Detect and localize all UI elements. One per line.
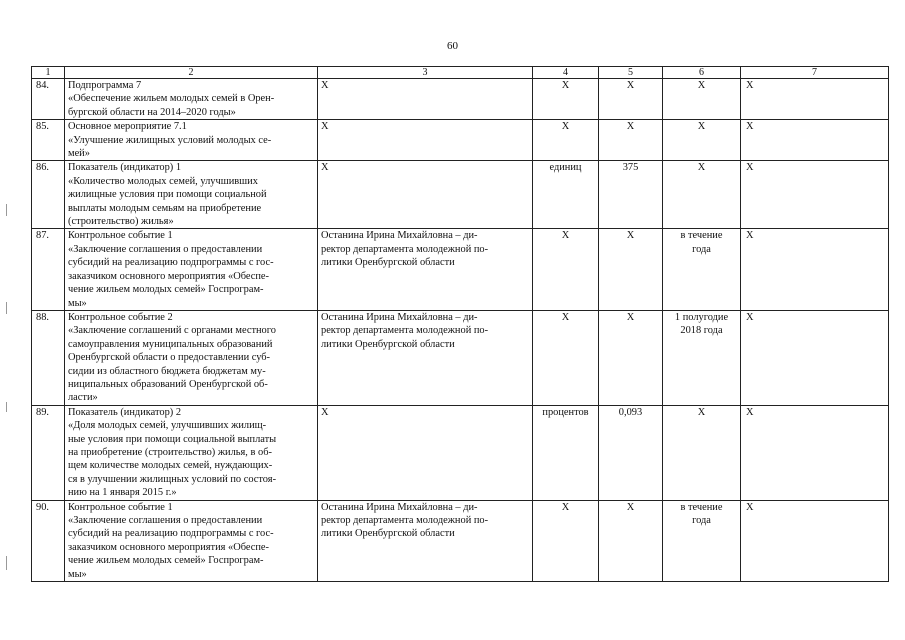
value-cell xyxy=(599,310,663,405)
cell-text-line: X xyxy=(697,80,706,91)
header-row xyxy=(32,67,889,79)
page-number: 60 xyxy=(447,40,458,52)
responsible-person-cell xyxy=(318,161,533,229)
cell-text-line: X xyxy=(626,121,635,133)
cell-text-line: года xyxy=(692,243,711,255)
cell-text-line: Останина Ирина Михайловна – ди- xyxy=(321,311,478,323)
column-7-cell xyxy=(741,405,889,500)
value-cell xyxy=(599,500,663,581)
activity-name-cell xyxy=(65,79,318,120)
column-header: 7 xyxy=(741,67,889,79)
table-row xyxy=(32,229,889,310)
table-row xyxy=(32,405,889,500)
cell-text-line: ректор департамента молодежной по- xyxy=(321,243,489,255)
cell-text-line: X xyxy=(561,121,570,133)
cell-text-line: ные условия при помощи социальной выплаты xyxy=(68,433,277,445)
cell-text-line: «Заключение соглашений с органами местного xyxy=(68,325,276,337)
cell-text-line: Останина Ирина Михайловна – ди- xyxy=(321,501,478,513)
cell-text-line: Основное мероприятие 7.1 xyxy=(68,121,187,133)
table-row xyxy=(32,500,889,581)
cell-text-line: заказчиком основного мероприятия «Обеспе- xyxy=(68,270,269,282)
cell-text-line: самоуправления муниципальных образований xyxy=(68,338,273,350)
cell-text-line: Контрольное событие 2 xyxy=(68,311,173,323)
activity-name-cell xyxy=(65,500,318,581)
unit-cell xyxy=(533,120,599,161)
cell-text-line: жилищные условия при помощи социальной xyxy=(68,189,267,201)
cell-text-line: X xyxy=(697,121,706,133)
cell-text-line: X xyxy=(321,121,329,133)
cell-text-line: в течение xyxy=(680,230,723,242)
cell-text-line: выплаты молодым семьям на приобретение xyxy=(68,202,262,214)
row-number-cell xyxy=(32,310,65,405)
cell-text-line: процентов xyxy=(542,406,589,418)
cell-text-line: 84. xyxy=(36,80,49,91)
period-cell xyxy=(663,310,741,405)
cell-text-line: 89. xyxy=(36,406,49,418)
cell-text-line: ректор департамента молодежной по- xyxy=(321,515,489,526)
table-body xyxy=(32,79,889,582)
cell-text-line: X xyxy=(746,501,754,513)
scan-artifact-mark xyxy=(6,402,7,412)
cell-text-line: X xyxy=(561,230,570,242)
cell-text-line: нию на 1 января 2015 г.» xyxy=(68,487,177,499)
unit-cell xyxy=(533,79,599,120)
cell-text-line: X xyxy=(697,406,706,418)
column-header: 2 xyxy=(65,67,318,79)
row-number-cell xyxy=(32,500,65,581)
cell-text-line: X xyxy=(321,80,329,91)
cell-text-line: 1 полугодие xyxy=(674,311,729,323)
cell-text-line: в течение xyxy=(680,501,723,513)
cell-text-line: заказчиком основного мероприятия «Обеспе- xyxy=(68,541,269,553)
cell-text-line: щем количестве молодых семей, нуждающих- xyxy=(68,460,273,472)
cell-text-line: «Количество молодых семей, улучшивших xyxy=(68,175,258,187)
cell-text-line: 85. xyxy=(36,121,49,133)
cell-text-line: Останина Ирина Михайловна – ди- xyxy=(321,230,478,242)
column-7-cell xyxy=(741,120,889,161)
value-cell xyxy=(599,120,663,161)
table-row xyxy=(32,161,889,229)
column-7-cell xyxy=(741,500,889,581)
value-cell xyxy=(599,161,663,229)
value-cell xyxy=(599,229,663,310)
cell-text-line: Показатель (индикатор) 1 xyxy=(68,162,182,174)
cell-text-line: чение жильем молодых семей» Госпрограм- xyxy=(68,555,264,567)
cell-text-line: ниципальных образований Оренбургской об- xyxy=(68,378,268,390)
column-header: 1 xyxy=(32,67,65,79)
cell-text-line: X xyxy=(626,230,635,242)
cell-text-line: субсидий на реализацию подпрограммы с гос- xyxy=(68,257,274,269)
cell-text-line: чение жильем молодых семей» Госпрограм- xyxy=(68,284,264,296)
cell-text-line: X xyxy=(697,162,706,174)
column-7-cell xyxy=(741,310,889,405)
value-cell xyxy=(599,405,663,500)
scan-artifact-mark xyxy=(6,556,7,570)
cell-text-line: Контрольное событие 1 xyxy=(68,501,173,513)
scan-artifact-mark xyxy=(6,302,7,314)
period-cell xyxy=(663,120,741,161)
cell-text-line: X xyxy=(746,162,754,174)
cell-text-line: «Улучшение жилищных условий молодых се- xyxy=(68,134,272,146)
cell-text-line: X xyxy=(746,230,754,242)
cell-text-line: мы» xyxy=(68,568,87,580)
unit-cell xyxy=(533,500,599,581)
cell-text-line: X xyxy=(626,311,635,323)
cell-text-line: X xyxy=(561,501,570,513)
activity-name-cell xyxy=(65,310,318,405)
table-row xyxy=(32,120,889,161)
cell-text-line: литики Оренбургской области xyxy=(321,338,455,350)
cell-text-line: Оренбургской области о предоставлении суб- xyxy=(68,352,271,364)
cell-text-line: субсидий на реализацию подпрограммы с гос- xyxy=(68,528,274,540)
row-number-cell xyxy=(32,229,65,310)
activity-name-cell xyxy=(65,229,318,310)
cell-text-line: 375 xyxy=(622,162,639,174)
unit-cell xyxy=(533,229,599,310)
period-cell xyxy=(663,500,741,581)
column-header: 5 xyxy=(599,67,663,79)
cell-text-line: Показатель (индикатор) 2 xyxy=(68,406,182,418)
activity-name-cell xyxy=(65,161,318,229)
cell-text-line: сидии из областного бюджета бюджетам му- xyxy=(68,365,266,377)
row-number-cell xyxy=(32,79,65,120)
responsible-person-cell xyxy=(318,405,533,500)
cell-text-line: X xyxy=(321,162,329,174)
cell-text-line: литики Оренбургской области xyxy=(321,528,455,540)
cell-text-line: «Заключение соглашения о предоставлении xyxy=(68,243,263,255)
cell-text-line: 88. xyxy=(36,311,49,323)
cell-text-line: Контрольное событие 1 xyxy=(68,230,173,242)
cell-text-line: на приобретение (строительство) жилья, в об- xyxy=(68,446,272,458)
column-header: 6 xyxy=(663,67,741,79)
activity-name-cell xyxy=(65,405,318,500)
unit-cell xyxy=(533,405,599,500)
cell-text-line: X xyxy=(561,311,570,323)
cell-text-line: Подпрограмма 7 xyxy=(68,80,142,91)
cell-text-line: X xyxy=(746,406,754,418)
column-header: 3 xyxy=(318,67,533,79)
responsible-person-cell xyxy=(318,310,533,405)
plan-table xyxy=(31,66,889,582)
row-number-cell xyxy=(32,161,65,229)
cell-text-line: года xyxy=(692,515,711,526)
row-number-cell xyxy=(32,405,65,500)
cell-text-line: X xyxy=(626,80,635,91)
cell-text-line: бургской области на 2014–2020 годы» xyxy=(68,106,236,118)
cell-text-line: X xyxy=(746,311,754,323)
cell-text-line: «Заключение соглашения о предоставлении xyxy=(68,515,263,526)
cell-text-line: 0,093 xyxy=(618,406,643,418)
cell-text-line: X xyxy=(561,80,570,91)
period-cell xyxy=(663,161,741,229)
period-cell xyxy=(663,79,741,120)
cell-text-line: мы» xyxy=(68,297,87,309)
cell-text-line: мей» xyxy=(68,148,90,160)
responsible-person-cell xyxy=(318,500,533,581)
scan-artifact-mark xyxy=(6,204,7,216)
activity-name-cell xyxy=(65,120,318,161)
unit-cell xyxy=(533,161,599,229)
unit-cell xyxy=(533,310,599,405)
cell-text-line: X xyxy=(746,121,754,133)
column-7-cell xyxy=(741,229,889,310)
cell-text-line: ректор департамента молодежной по- xyxy=(321,325,489,337)
cell-text-line: «Доля молодых семей, улучшивших жилищ- xyxy=(68,420,267,432)
column-header: 4 xyxy=(533,67,599,79)
period-cell xyxy=(663,229,741,310)
row-number-cell xyxy=(32,120,65,161)
cell-text-line: 90. xyxy=(36,501,49,513)
cell-text-line: единиц xyxy=(549,162,582,174)
cell-text-line: 87. xyxy=(36,230,49,242)
column-7-cell xyxy=(741,79,889,120)
value-cell xyxy=(599,79,663,120)
table-row xyxy=(32,79,889,120)
responsible-person-cell xyxy=(318,79,533,120)
cell-text-line: X xyxy=(746,80,754,91)
column-7-cell xyxy=(741,161,889,229)
cell-text-line: литики Оренбургской области xyxy=(321,257,455,269)
cell-text-line: ласти» xyxy=(68,392,98,404)
cell-text-line: «Обеспечение жильем молодых семей в Орен- xyxy=(68,93,275,105)
responsible-person-cell xyxy=(318,229,533,310)
cell-text-line: 86. xyxy=(36,162,49,174)
cell-text-line: ся в улучшении жилищных условий по состоя- xyxy=(68,473,277,485)
cell-text-line: (строительство) жилья» xyxy=(68,216,174,228)
cell-text-line: X xyxy=(626,501,635,513)
cell-text-line: X xyxy=(321,406,329,418)
cell-text-line: 2018 года xyxy=(680,325,723,337)
responsible-person-cell xyxy=(318,120,533,161)
table-row xyxy=(32,310,889,405)
period-cell xyxy=(663,405,741,500)
